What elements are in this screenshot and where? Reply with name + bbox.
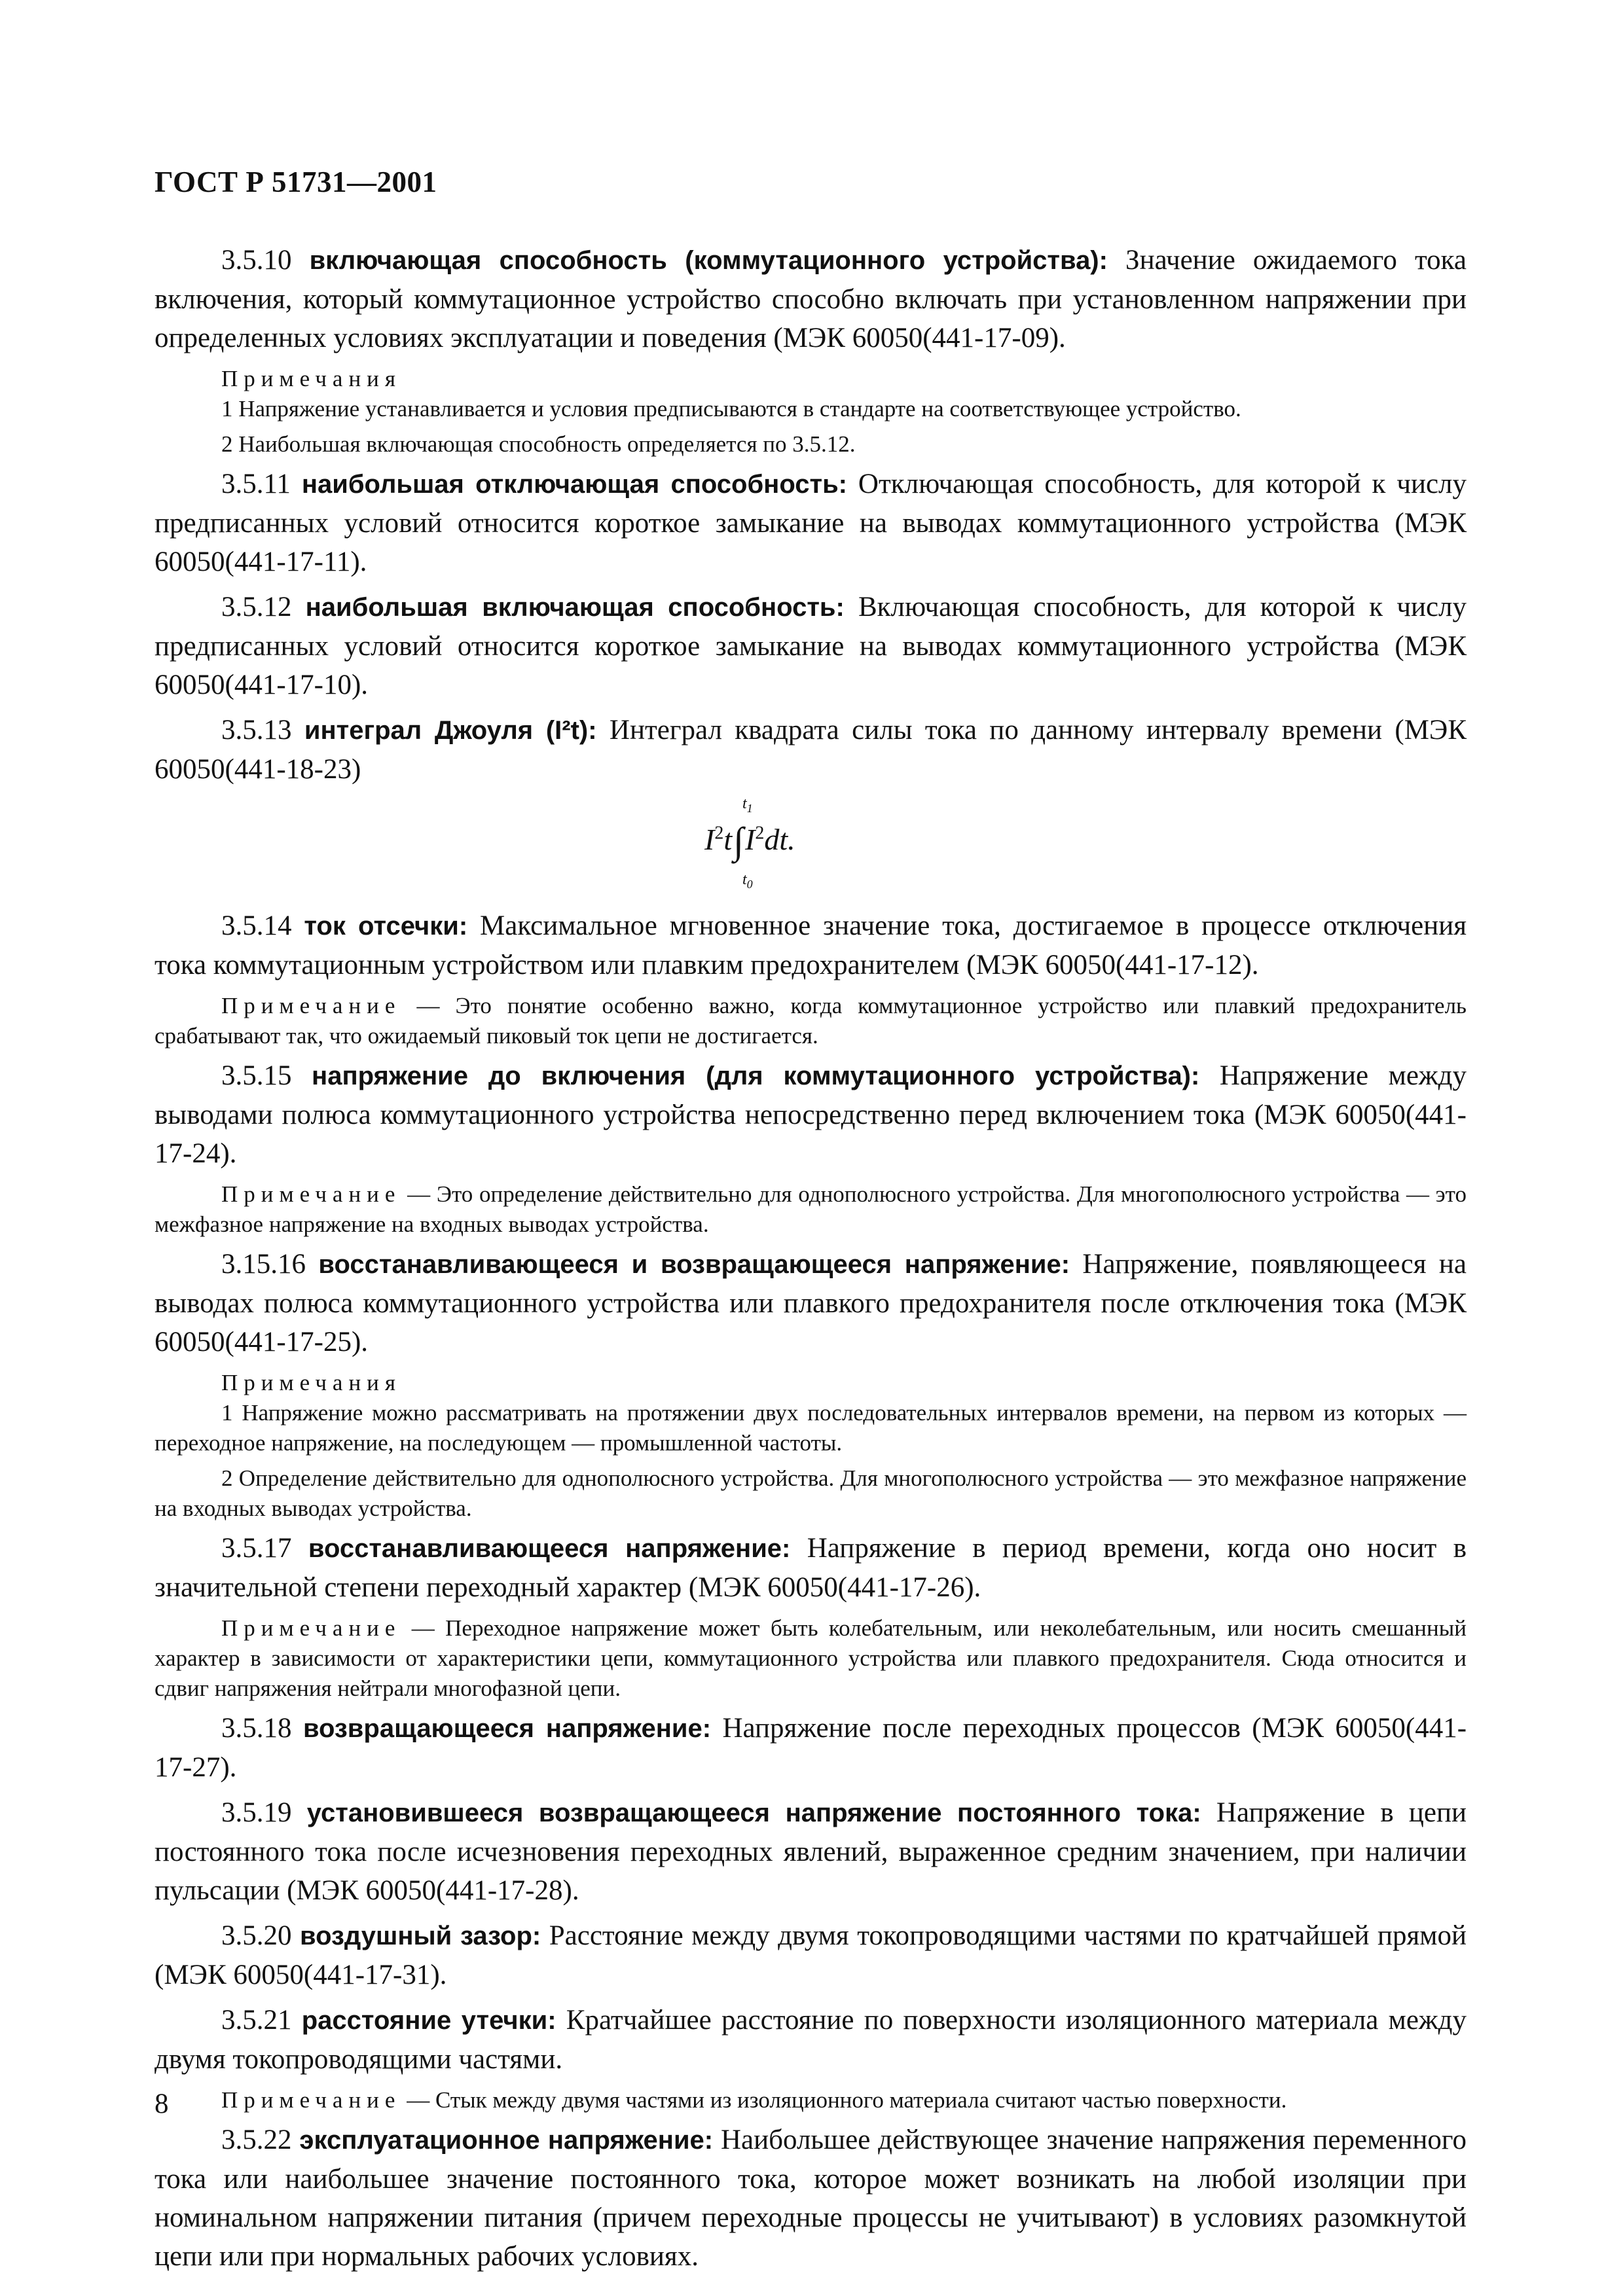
integral-sign-icon: ∫ <box>733 819 744 862</box>
document-header: ГОСТ Р 51731—2001 <box>155 166 437 198</box>
term-definition: Напряжение, появляющееся на выводах полюса коммутационного устройства или плавкого предохранителя после отключения тока (МЭК 60050(441-17-25). <box>155 1249 1467 1357</box>
term-definition: Напряжение между выводами полюса коммутационного устройства непосредственно перед включением тока (МЭК 60050(441-17-24). <box>155 1060 1467 1169</box>
term-title: восстанавливающееся и возвращающееся напряжение: <box>318 1250 1070 1279</box>
term-title: воздушный зазор: <box>300 1922 541 1950</box>
term-3-15-16 <box>155 1245 1467 1361</box>
term-title: возвращающееся напряжение: <box>302 1714 712 1743</box>
formula-expression <box>704 819 795 863</box>
term-number: 3.5.11 <box>221 469 302 499</box>
term-number: 3.5.20 <box>221 1920 300 1951</box>
term-definition: Значение ожидаемого тока включения, который коммутационное устройство способно включать при установленном напряжении при определенных условиях эксплуатации и поведения (МЭК 60050(441-17-09). <box>155 245 1467 353</box>
page-number: 8 <box>155 2089 169 2119</box>
term-title: включающая способность (коммутационного устройства): <box>309 246 1108 275</box>
term-3-5-10 <box>155 241 1467 357</box>
formula-symbol: I <box>704 823 715 856</box>
term-number: 3.5.14 <box>221 910 304 941</box>
term-title: установившееся возвращающееся напряжение постоянного тока: <box>306 1799 1201 1827</box>
term-definition: Включающая способность, для которой к числу предписанных условий относится короткое замыкание на выводах коммутационного устройства (МЭК 60050(441-17-10). <box>155 592 1467 700</box>
term-3-5-21 <box>155 2001 1467 2079</box>
note-item: 2 Наибольшая включающая способность определяется по 3.5.12. <box>221 431 856 457</box>
term-title: интеграл Джоуля (I²t): <box>304 716 597 745</box>
term-3-5-12 <box>155 588 1467 704</box>
note-item: 1 Напряжение можно рассматривать на протяжении двух последовательных интервалов времени, на первом из которых — переходное напряжение, на последующем — промышленной частоты. <box>155 1400 1467 1456</box>
note <box>155 1613 1467 1704</box>
term-3-5-11 <box>155 465 1467 581</box>
term-3-5-19 <box>155 1793 1467 1910</box>
term-3-5-22 <box>155 2121 1467 2276</box>
term-3-5-17 <box>155 1529 1467 1607</box>
term-number: 3.5.18 <box>221 1713 303 1744</box>
term-number: 3.5.13 <box>221 715 304 745</box>
term-title: восстанавливающееся напряжение: <box>308 1534 791 1563</box>
term-definition: Наибольшее действующее значение напряжения переменного тока или наибольшее значение постоянного тока, которое может возникать на любой изоляции при номинальном напряжении питания (причем переходные процессы не учитывают) в условиях разомкнутой цепи или при нормальных рабочих условиях. <box>155 2125 1467 2272</box>
term-number: 3.5.19 <box>221 1797 307 1828</box>
note-label: Примечание <box>221 993 401 1018</box>
term-number: 3.5.12 <box>221 592 306 622</box>
term-definition: Напряжение в цепи постоянного тока после исчезновения переходных явлений, выраженное средним значением, при наличии пульсации (МЭК 60050(441-17-28). <box>155 1797 1467 1906</box>
term-3-5-20 <box>155 1916 1467 1994</box>
notes-heading: Примечания <box>221 366 402 391</box>
term-number: 3.5.22 <box>221 2125 300 2155</box>
term-definition: Максимальное мгновенное значение тока, достигаемое в процессе отключения тока коммутационным устройством или плавким предохранителем (МЭК 60050(441-17-12). <box>155 910 1467 980</box>
term-title: напряжение до включения (для коммутационного устройства): <box>312 1062 1200 1090</box>
term-title: ток отсечки: <box>304 912 468 941</box>
term-title: расстояние утечки: <box>301 2006 556 2035</box>
formula-exponent: 2 <box>714 823 724 844</box>
term-3-5-14 <box>155 906 1467 984</box>
note-item: 2 Определение действительно для однополюсного устройства. Для многополюсного устройства — это межфазное напряжение на входных выводах устройства. <box>155 1465 1467 1521</box>
note-text: — Стык между двумя частями из изоляционного материала считают частью поверхности. <box>401 2087 1287 2113</box>
joule-integral-formula <box>155 795 1467 900</box>
document-body <box>155 241 1467 2282</box>
notes-heading: Примечания <box>221 1370 402 1395</box>
term-3-5-18 <box>155 1709 1467 1787</box>
term-3-5-15 <box>155 1056 1467 1173</box>
formula-differential: dt. <box>764 823 795 856</box>
formula-symbol: t <box>723 823 733 856</box>
term-title: наибольшая включающая способность: <box>305 593 845 622</box>
note-label: Примечание <box>221 2087 401 2113</box>
term-title: эксплуатационное напряжение: <box>299 2126 714 2155</box>
note <box>155 2085 1467 2115</box>
term-3-5-13 <box>155 711 1467 789</box>
term-definition: Отключающая способность, для которой к числу предписанных условий относится короткое замыкание на выводах коммутационного устройства (МЭК 60050(441-17-11). <box>155 469 1467 577</box>
term-definition: Напряжение после переходных процессов (МЭК 60050(441-17-27). <box>155 1713 1467 1783</box>
term-definition: Напряжение в период времени, когда оно носит в значительной степени переходный характер (МЭК 60050(441-17-26). <box>155 1533 1467 1603</box>
note <box>155 991 1467 1051</box>
note-label: Примечание <box>221 1181 401 1207</box>
term-number: 3.5.15 <box>221 1060 312 1091</box>
term-definition: Расстояние между двумя токопроводящими частями по кратчайшей прямой (МЭК 60050(441-17-31). <box>155 1920 1467 1990</box>
term-number: 3.15.16 <box>221 1249 319 1280</box>
formula-lower-limit: $t_0$ <box>742 871 753 891</box>
note-text: — Переходное напряжение может быть колебательным, или неколебательным, или носить смешанный характер в зависимости от характеристики цепи, коммутационного устройства или плавкого предохранителя. Сюда относится и сдвиг напряжения нейтрали многофазной цепи. <box>155 1615 1467 1701</box>
term-title: наибольшая отключающая способность: <box>301 470 847 499</box>
formula-upper-limit: $t_1$ <box>742 795 753 815</box>
note <box>155 1179 1467 1240</box>
note-text: — Это определение действительно для однополюсного устройства. Для многополюсного устройства — это межфазное напряжение на входных выводах устройства. <box>155 1181 1467 1237</box>
note-item: 1 Напряжение устанавливается и условия предписываются в стандарте на соответствующее устройство. <box>221 396 1241 422</box>
term-definition: Интеграл квадрата силы тока по данному интервалу времени (МЭК 60050(441-18-23) <box>155 715 1467 785</box>
term-number: 3.5.17 <box>221 1533 308 1564</box>
term-number: 3.5.10 <box>221 245 310 276</box>
term-number: 3.5.21 <box>221 2005 302 2036</box>
note-text: — Это понятие особенно важно, когда коммутационное устройство или плавкий предохранитель срабатывают так, что ожидаемый пиковый ток цепи не достигается. <box>155 993 1467 1049</box>
formula-symbol: I <box>745 823 756 856</box>
formula-exponent: 2 <box>755 823 765 844</box>
term-definition: Кратчайшее расстояние по поверхности изоляционного материала между двумя токопроводящими частями. <box>155 2005 1467 2075</box>
note-label: Примечание <box>221 1615 401 1641</box>
